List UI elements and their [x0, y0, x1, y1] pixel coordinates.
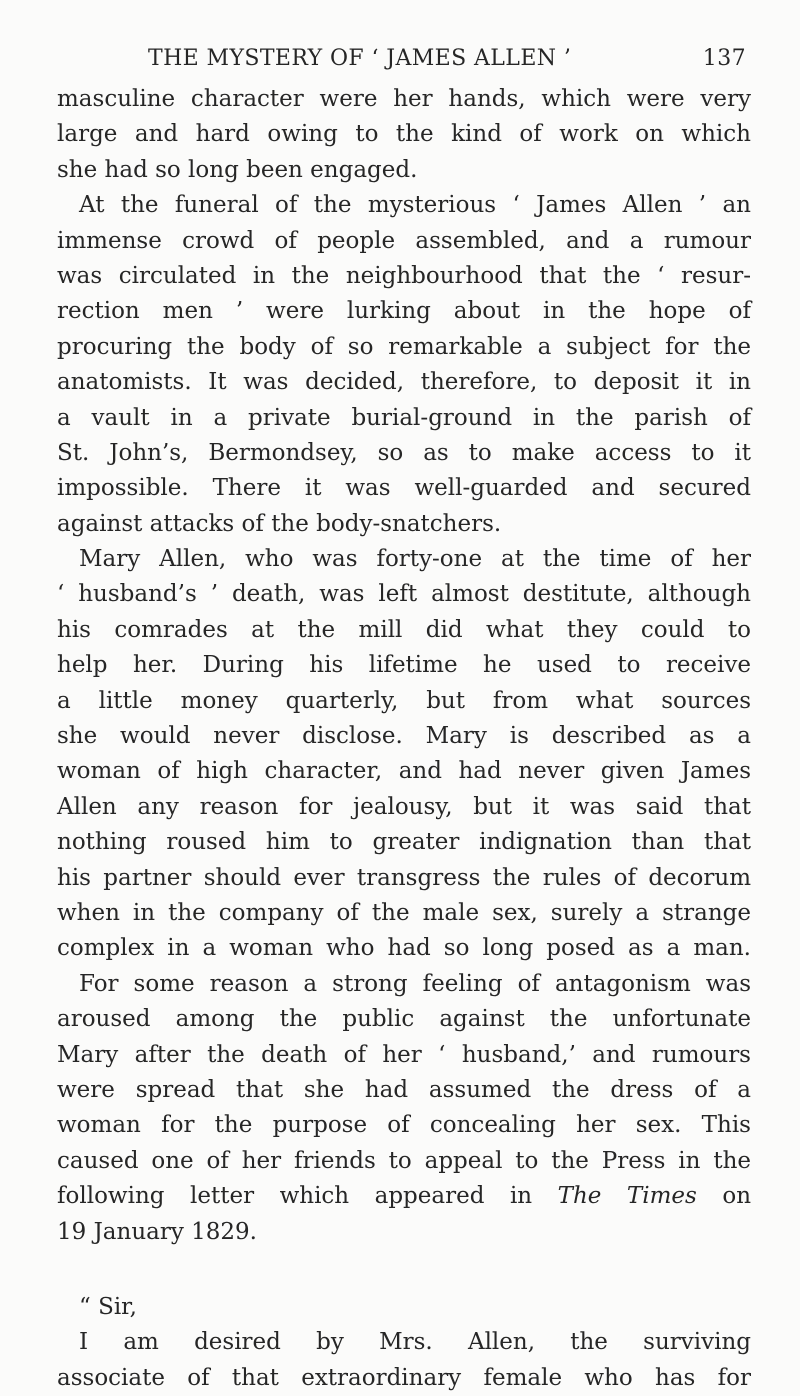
text-line: a little money quarterly, but from what sources: [57, 687, 751, 714]
text-line: masculine character were her hands, which were very: [57, 86, 751, 112]
text-line: was circulated in the neighbourhood that the ‘ resur-: [57, 262, 751, 289]
section-gap: [57, 1250, 751, 1290]
text-line: St. John’s, Bermondsey, so as to make access to it: [57, 439, 751, 466]
text-line: 19 January 1829.: [57, 1218, 257, 1245]
text-line: she would never disclose. Mary is described as a: [57, 723, 751, 750]
text-line: woman for the purpose of concealing her sex. This: [57, 1112, 751, 1139]
running-head: THE MYSTERY OF ‘ JAMES ALLEN ’: [148, 46, 572, 71]
letter-line: I am desired by Mrs. Allen, the surviving: [79, 1329, 751, 1356]
text-line: caused one of her friends to appeal to the Press in the: [57, 1147, 751, 1174]
page-header: [0, 44, 800, 84]
text-line: anatomists. It was decided, therefore, to deposit it in: [57, 369, 751, 396]
text-line: Allen any reason for jealousy, but it was said that: [57, 793, 751, 820]
text-line-tail: on: [722, 1183, 752, 1210]
text-line: help her. During his lifetime he used to receive: [57, 652, 751, 679]
text-line: large and hard owing to the kind of work on which: [57, 121, 751, 148]
text-line-times: [57, 1179, 751, 1214]
text-line: impossible. There it was well-guarded and secured: [57, 475, 751, 502]
text-line: a vault in a private burial-ground in the parish of: [57, 404, 751, 431]
text-line: his comrades at the mill did what they could to: [57, 616, 751, 643]
text-line: ‘ husband’s ’ death, was left almost destitute, although: [57, 581, 751, 608]
text-line: against attacks of the body-snatchers.: [57, 510, 502, 537]
text-line: when in the company of the male sex, surely a strange: [57, 899, 751, 926]
page-number: 137: [702, 46, 746, 71]
text-line: were spread that she had assumed the dress of a: [57, 1076, 751, 1103]
text-line: nothing roused him to greater indignation than that: [57, 829, 751, 856]
text-line: rection men ’ were lurking about in the hope of: [57, 298, 751, 325]
text-line: Mary Allen, who was forty-one at the time of her: [79, 546, 751, 573]
letter-salutation: “ Sir,: [79, 1293, 137, 1320]
newspaper-title: The Times: [557, 1183, 697, 1210]
body-text: [57, 82, 751, 1396]
text-line: aroused among the public against the unfortunate: [57, 1006, 751, 1033]
text-line: For some reason a strong feeling of antagonism was: [79, 970, 751, 997]
text-line: immense crowd of people assembled, and a rumour: [57, 227, 751, 254]
text-line: woman of high character, and had never given James: [57, 758, 751, 785]
text-line: she had so long been engaged.: [57, 156, 418, 183]
text-line: Mary after the death of her ‘ husband,’ and rumours: [57, 1041, 751, 1068]
text-line: At the funeral of the mysterious ‘ James Allen ’ an: [79, 192, 751, 219]
letter-line: associate of that extraordinary female who has for: [57, 1364, 751, 1391]
text-line: complex in a woman who had so long posed as a man.: [57, 935, 751, 962]
text-line: his partner should ever transgress the rules of decorum: [57, 864, 751, 891]
text-line: following letter which appeared in: [57, 1183, 533, 1210]
text-line: procuring the body of so remarkable a subject for the: [57, 333, 751, 360]
